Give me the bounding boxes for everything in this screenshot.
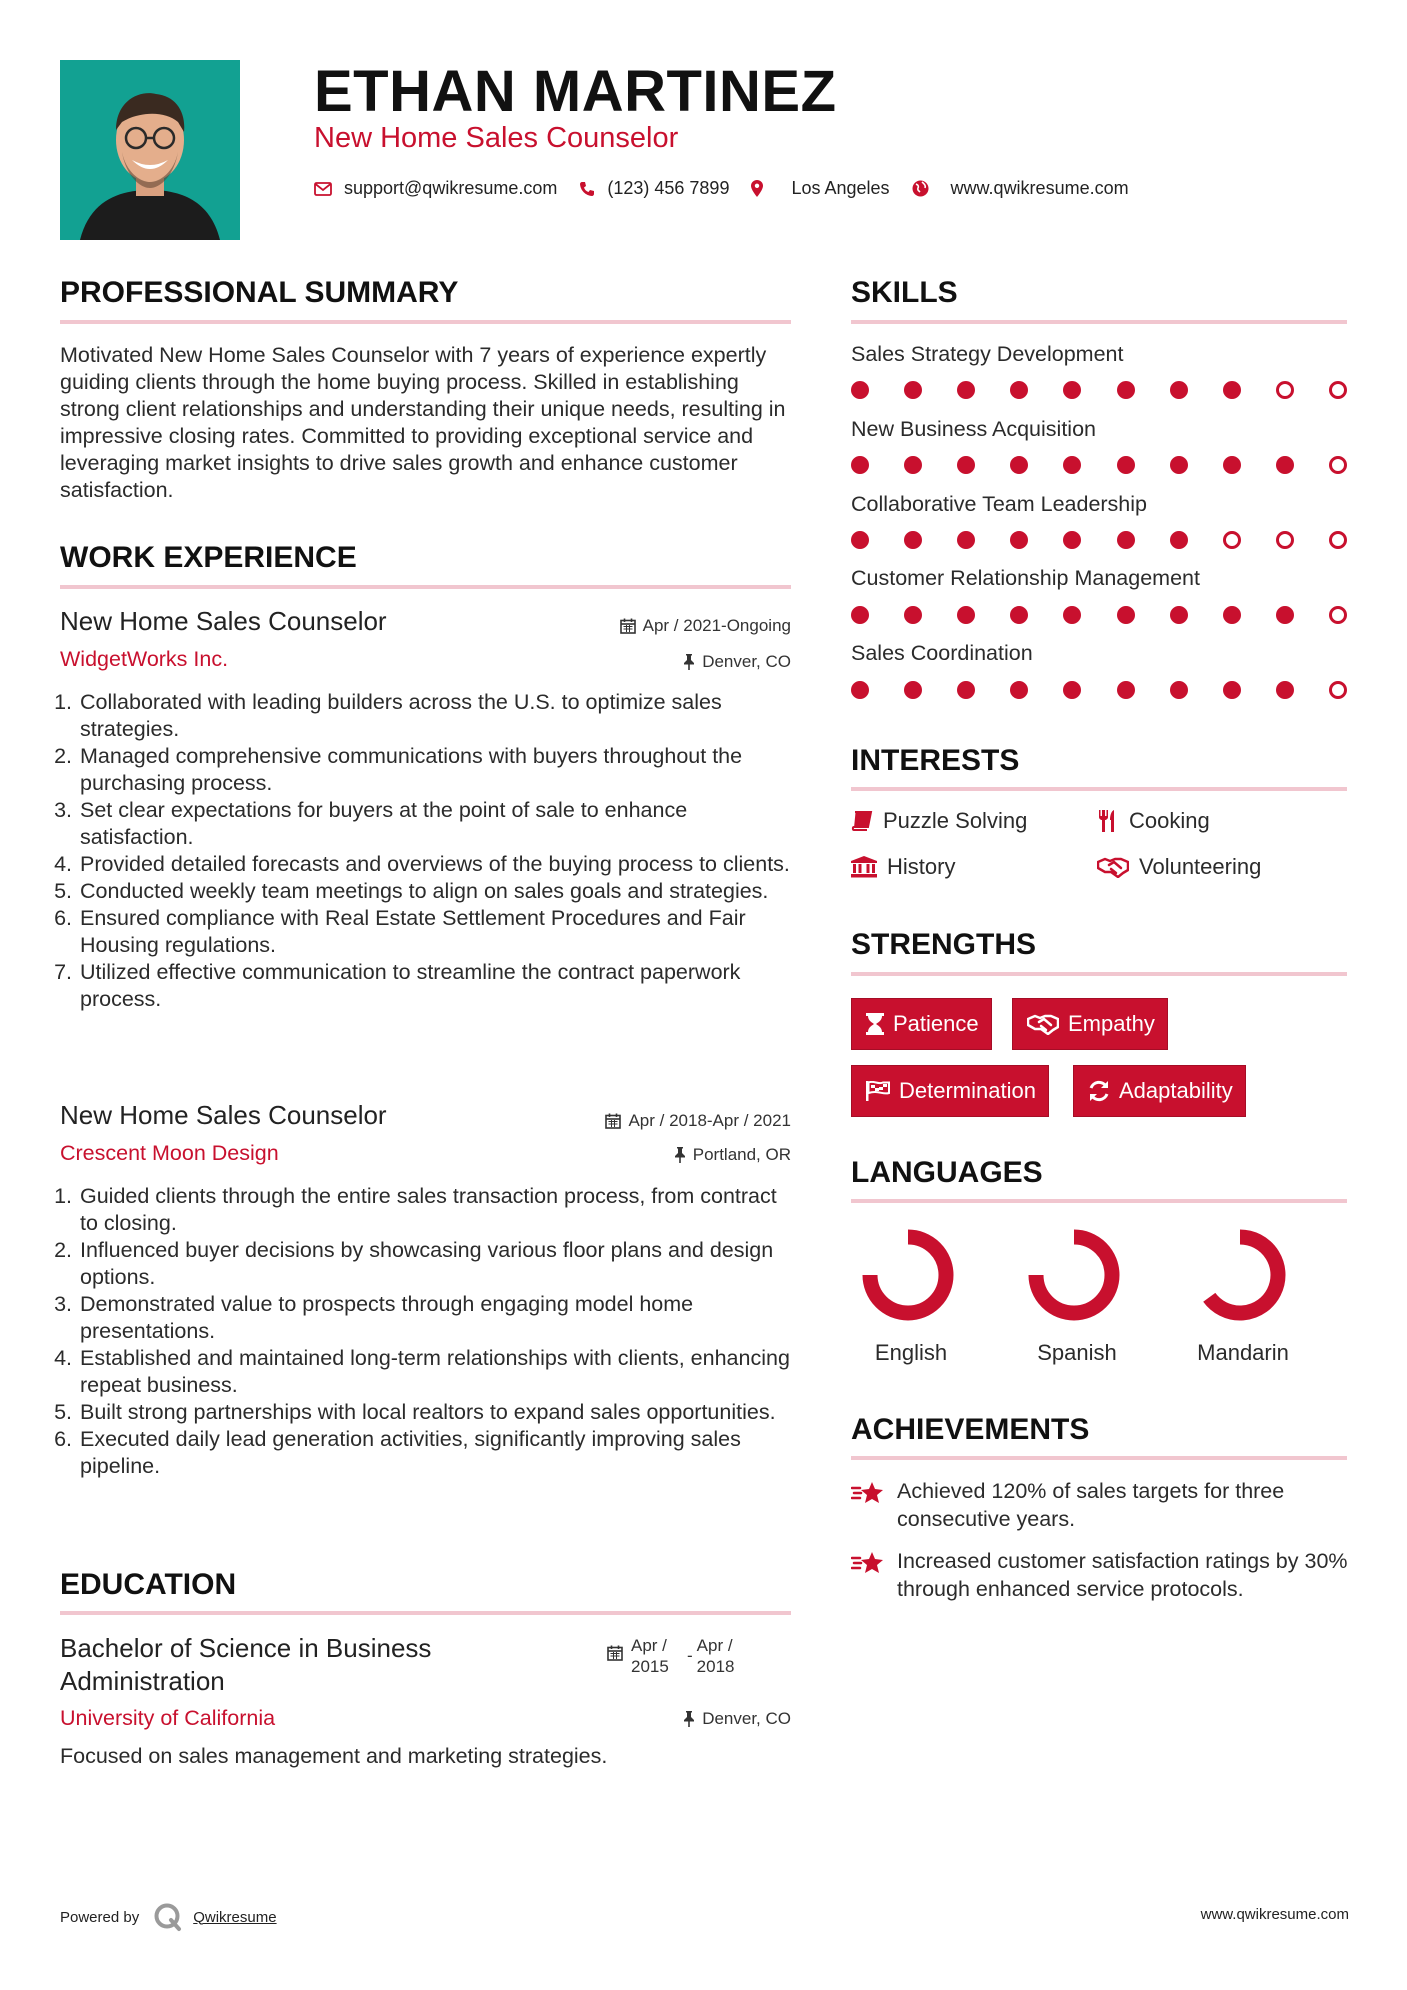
strength-label: Empathy <box>1068 1011 1155 1036</box>
job-title: New Home Sales Counselor <box>60 606 387 636</box>
calendar-icon <box>607 1645 623 1661</box>
candidate-name: ETHAN MARTINEZ <box>314 59 837 124</box>
skill-dot-filled <box>1063 681 1081 699</box>
strengths-divider <box>851 972 1347 976</box>
skill-dot-empty <box>1276 381 1294 399</box>
skill-dot-filled <box>1223 456 1241 474</box>
job-dates <box>620 616 791 636</box>
flag-icon <box>866 1081 890 1101</box>
skill-rating <box>851 531 1347 549</box>
skill-dot-filled <box>1223 681 1241 699</box>
skill-dot-filled <box>1223 606 1241 624</box>
globe-icon <box>912 180 929 197</box>
list-item: 3. Set clear expectations for buyers at the point of sale to enhance satisfaction. <box>78 797 800 851</box>
envelope-icon <box>314 182 332 196</box>
job-location-text: Portland, OR <box>692 1145 791 1164</box>
skill-dot-filled <box>1276 681 1294 699</box>
education-heading: EDUCATION <box>60 1568 237 1601</box>
skill-dot-filled <box>1170 606 1188 624</box>
interest-item <box>851 854 955 880</box>
interests-divider <box>851 787 1347 791</box>
pushpin-icon <box>683 654 695 670</box>
skill-dot-filled <box>957 456 975 474</box>
calendar-icon <box>620 618 636 634</box>
interest-label: History <box>887 854 956 879</box>
shooting-star-icon <box>851 1551 885 1575</box>
interest-item <box>851 808 1027 834</box>
skill-dot-filled <box>851 456 869 474</box>
utensils-icon <box>1097 809 1119 833</box>
pushpin-icon <box>674 1147 686 1163</box>
skill-dot-filled <box>904 456 922 474</box>
language-ring-english <box>870 1237 946 1313</box>
achievement-text: Increased customer satisfaction ratings by 30% through enhanced service protocols. <box>897 1549 1348 1601</box>
skill-dot-empty <box>1329 381 1347 399</box>
job-dates-text: Apr / 2021-Ongoing <box>642 616 791 635</box>
email-text: support@qwikresume.com <box>344 178 558 198</box>
skill-rating <box>851 456 1347 474</box>
job-dates <box>605 1111 791 1131</box>
education-divider <box>60 1611 791 1615</box>
phone-icon <box>579 181 595 197</box>
list-item: 6. Ensured compliance with Real Estate Settlement Procedures and Fair Housing regulations. <box>78 905 800 959</box>
skill-dot-filled <box>1170 531 1188 549</box>
summary-divider <box>60 320 791 324</box>
skill-dot-filled <box>957 606 975 624</box>
strength-label: Determination <box>899 1078 1036 1103</box>
list-item: 5. Built strong partnerships with local realtors to expand sales opportunities. <box>78 1399 800 1426</box>
summary-text: Motivated New Home Sales Counselor with 7 years of experience expertly guiding clients through the home buying process. Skilled in establishing strong client relationships and understanding their unique needs, resulting in impressive closing rates. Committed to providing exceptional service and leveraging market insights to drive sales growth and enhance customer satisfaction. <box>60 343 786 502</box>
language-label: Spanish <box>1037 1340 1117 1365</box>
education-end: Apr / 2018 <box>696 1636 735 1676</box>
strength-badge <box>851 1065 1049 1117</box>
list-item: 3. Demonstrated value to prospects through engaging model home presentations. <box>78 1291 800 1345</box>
experience-divider <box>60 585 791 589</box>
skill-dot-filled <box>1276 606 1294 624</box>
pushpin-icon <box>683 1711 695 1727</box>
skill-dot-filled <box>904 606 922 624</box>
skill-dot-filled <box>1010 681 1028 699</box>
location-text: Los Angeles <box>791 178 890 198</box>
list-item: 2. Influenced buyer decisions by showcasing various floor plans and design options. <box>78 1237 800 1291</box>
skill-dot-filled <box>1063 381 1081 399</box>
languages-divider <box>851 1199 1347 1203</box>
skill-dot-empty <box>1223 531 1241 549</box>
candidate-title: New Home Sales Counselor <box>314 122 679 154</box>
skill-name: Sales Strategy Development <box>851 342 1124 366</box>
website-text: www.qwikresume.com <box>950 178 1129 198</box>
skill-dot-filled <box>1063 456 1081 474</box>
shooting-star-icon <box>851 1481 885 1505</box>
skill-name: Collaborative Team Leadership <box>851 492 1148 516</box>
education-location-text: Denver, CO <box>702 1709 791 1728</box>
languages-heading: LANGUAGES <box>851 1156 1043 1189</box>
skill-dot-empty <box>1329 606 1347 624</box>
skill-dot-filled <box>851 681 869 699</box>
skill-dot-filled <box>1170 456 1188 474</box>
list-item: 2. Managed comprehensive communications with buyers throughout the purchasing process. <box>78 743 800 797</box>
skill-dot-empty <box>1329 681 1347 699</box>
summary-heading: PROFESSIONAL SUMMARY <box>60 276 459 309</box>
education-dates <box>607 1635 747 1677</box>
language-label: English <box>874 1340 948 1365</box>
education-date-separator: - <box>687 1646 693 1665</box>
skill-dot-filled <box>957 531 975 549</box>
language-ring-mandarin <box>1209 1237 1278 1313</box>
skill-dot-filled <box>1117 606 1135 624</box>
skill-dot-filled <box>1170 681 1188 699</box>
skill-dot-filled <box>1010 531 1028 549</box>
skill-dot-filled <box>904 381 922 399</box>
strength-badge <box>1012 998 1168 1050</box>
list-item: 6. Executed daily lead generation activities, significantly improving sales pipeline. <box>78 1426 800 1480</box>
language-label: Mandarin <box>1197 1340 1289 1365</box>
powered-by-label: Powered by <box>60 1908 140 1926</box>
achievement-item <box>851 1477 1351 1533</box>
avatar <box>60 60 240 240</box>
calendar-icon <box>605 1113 621 1129</box>
profile-photo <box>60 60 240 240</box>
interest-label: Puzzle Solving <box>883 808 1028 833</box>
list-item: 1. Guided clients through the entire sales transaction process, from contract to closing. <box>78 1183 800 1237</box>
skill-dot-filled <box>1117 681 1135 699</box>
job-company: WidgetWorks Inc. <box>60 647 229 671</box>
school-name: University of California <box>60 1706 276 1730</box>
qwikresume-logo-icon <box>153 1902 183 1932</box>
interest-item <box>1097 854 1261 880</box>
skill-dot-filled <box>1117 381 1135 399</box>
interest-item <box>1097 808 1210 834</box>
list-item: 4. Provided detailed forecasts and overviews of the buying process to clients. <box>78 851 800 878</box>
contact-phone[interactable] <box>579 178 729 199</box>
interest-label: Cooking <box>1129 808 1210 833</box>
refresh-icon <box>1088 1080 1110 1102</box>
job-duties <box>60 689 800 1013</box>
skill-dot-empty <box>1329 531 1347 549</box>
handshake-icon <box>1027 1013 1059 1035</box>
skill-name: Sales Coordination <box>851 641 1033 665</box>
job-location <box>683 652 791 672</box>
skill-dot-filled <box>1010 606 1028 624</box>
experience-heading: WORK EXPERIENCE <box>60 541 357 574</box>
map-pin-icon <box>751 180 763 197</box>
interests-heading: INTERESTS <box>851 744 1020 777</box>
skills-heading: SKILLS <box>851 276 958 309</box>
handshake-icon <box>1097 856 1129 878</box>
strength-label: Adaptability <box>1119 1078 1233 1103</box>
skill-name: Customer Relationship Management <box>851 566 1200 590</box>
achievements-heading: ACHIEVEMENTS <box>851 1413 1090 1446</box>
skill-dot-filled <box>957 381 975 399</box>
list-item: 5. Conducted weekly team meetings to align on sales goals and strategies. <box>78 878 800 905</box>
brand-link[interactable]: Qwikresume <box>193 1908 277 1926</box>
education-note: Focused on sales management and marketing strategies. <box>60 1744 608 1768</box>
skill-dot-filled <box>904 531 922 549</box>
education-location <box>683 1709 791 1729</box>
footer-url[interactable]: www.qwikresume.com <box>1200 1906 1349 1923</box>
skill-dot-filled <box>851 606 869 624</box>
education-start: Apr / 2015 <box>631 1636 669 1676</box>
skill-dot-filled <box>1117 456 1135 474</box>
contact-location <box>751 178 889 199</box>
achievement-text: Achieved 120% of sales targets for three consecutive years. <box>897 1479 1285 1531</box>
language-ring-spanish <box>1036 1237 1112 1313</box>
skill-rating <box>851 606 1347 624</box>
skill-rating <box>851 381 1347 399</box>
interest-label: Volunteering <box>1139 854 1262 879</box>
strength-badge <box>1073 1065 1246 1117</box>
hourglass-icon <box>866 1013 884 1035</box>
contact-website[interactable] <box>912 178 1129 199</box>
strength-badge <box>851 998 992 1050</box>
skill-dot-empty <box>1329 456 1347 474</box>
book-icon <box>851 811 873 831</box>
skill-dot-filled <box>1063 606 1081 624</box>
skill-dot-filled <box>1010 456 1028 474</box>
job-title: New Home Sales Counselor <box>60 1100 387 1130</box>
list-item: 4. Established and maintained long-term relationships with clients, enhancing repeat business. <box>78 1345 800 1399</box>
skill-dot-filled <box>904 681 922 699</box>
skill-dot-filled <box>851 381 869 399</box>
skill-name: New Business Acquisition <box>851 417 1096 441</box>
skills-divider <box>851 320 1347 324</box>
job-location <box>674 1145 791 1165</box>
bank-icon <box>851 856 877 878</box>
degree-title: Bachelor of Science in Business Administration <box>60 1633 432 1696</box>
skill-dot-filled <box>851 531 869 549</box>
skill-dot-filled <box>1223 381 1241 399</box>
job-dates-text: Apr / 2018-Apr / 2021 <box>628 1111 791 1130</box>
skill-dot-filled <box>1010 381 1028 399</box>
list-item: 1. Collaborated with leading builders across the U.S. to optimize sales strategies. <box>78 689 800 743</box>
achievement-item <box>851 1547 1351 1603</box>
skill-dot-empty <box>1276 531 1294 549</box>
phone-text: (123) 456 7899 <box>607 178 730 198</box>
job-company: Crescent Moon Design <box>60 1141 279 1165</box>
skill-dot-filled <box>957 681 975 699</box>
job-location-text: Denver, CO <box>702 652 791 671</box>
skill-dot-filled <box>1063 531 1081 549</box>
skill-dot-filled <box>1117 531 1135 549</box>
skill-dot-filled <box>1170 381 1188 399</box>
language-rings <box>851 1220 1347 1340</box>
skill-rating <box>851 681 1347 699</box>
strengths-heading: STRENGTHS <box>851 928 1037 961</box>
skill-dot-filled <box>1276 456 1294 474</box>
strength-label: Patience <box>893 1011 979 1036</box>
list-item: 7. Utilized effective communication to streamline the contract paperwork process. <box>78 959 800 1013</box>
achievements-divider <box>851 1456 1347 1460</box>
powered-by <box>60 1902 277 1932</box>
contact-email[interactable] <box>314 178 557 199</box>
contact-bar <box>314 178 1151 199</box>
job-duties <box>60 1183 800 1480</box>
